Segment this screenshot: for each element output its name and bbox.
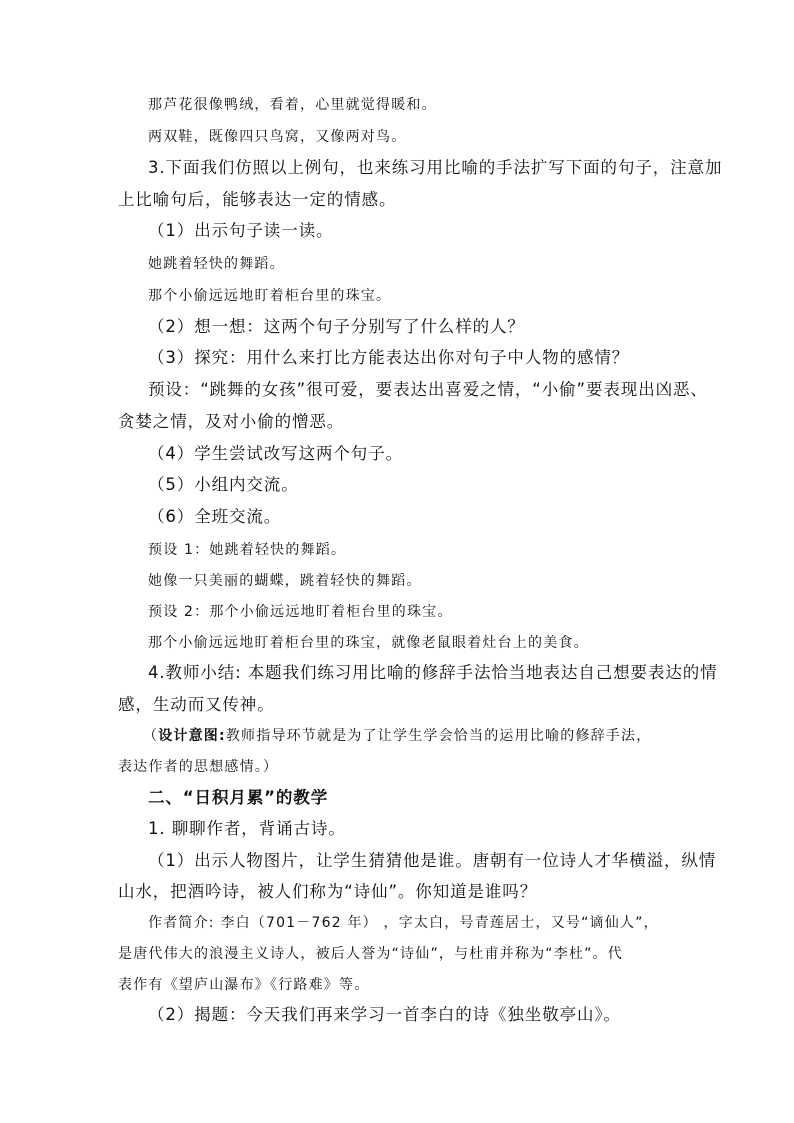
author-substep-1: （1）出示人物图片，让学生猜猜他是谁。唐朝有一位诗人才华横溢，纵情 — [148, 851, 717, 870]
sentence-thief: 那个小偷远远地盯着柜台里的珠宝。 — [148, 288, 392, 304]
sentence-dancer: 她跳着轻快的舞蹈。 — [148, 256, 285, 272]
design-intent-label: 设计意图: — [158, 728, 226, 744]
design-intent-cont: 表达作者的思想感情。） — [118, 759, 279, 775]
substep-1: （1）出示句子读一读。 — [148, 221, 334, 240]
author-intro-cont-2: 表作有《望庐山瀑布》《行路难》等。 — [118, 977, 370, 993]
step-3-instruction-cont: 上比喻句后，能够表达一定的情感。 — [118, 190, 397, 209]
substep-3: （3）探究：用什么来打比方能表达出你对句子中人物的感情？ — [148, 348, 630, 367]
step-4-summary-cont: 感，生动而又传神。 — [118, 695, 275, 714]
design-intent-text: 教师指导环节就是为了让学生学会恰当的运用比喻的修辞手法， — [225, 728, 652, 744]
example-sentence-reed-flower: 那芦花很像鸭绒，看着，心里就觉得暖和。 — [148, 97, 437, 113]
step-1-author: 1. 聊聊作者，背诵古诗。 — [148, 819, 346, 838]
substep-2: （2）想一想：这两个句子分别写了什么样的人？ — [148, 317, 525, 336]
section-2-heading: 二、“日积月累”的教学 — [148, 788, 329, 807]
step-3-instruction: 3.下面我们仿照以上例句，也来练习用比喻的手法扩写下面的句子，注意加 — [148, 158, 723, 177]
preset-analysis: 预设：“跳舞的女孩”很可爱，要表达出喜爱之情，“小偷”要表现出凶恶、 — [148, 380, 708, 399]
substep-5: （5）小组内交流。 — [148, 475, 299, 494]
author-intro-cont-1: 是唐代伟大的浪漫主义诗人，被后人誉为“诗仙”，与杜甫并称为“李杜”。代 — [118, 946, 624, 962]
preset-analysis-cont: 贪婪之情，及对小偷的憎恶。 — [118, 412, 345, 431]
step-4-summary: 4.教师小结: 本题我们练习用比喻的修辞手法恰当地表达自己想要表达的情 — [148, 663, 718, 682]
substep-6: （6）全班交流。 — [148, 507, 282, 526]
substep-4: （4）学生尝试改写这两个句子。 — [148, 444, 403, 463]
author-substep-1-cont: 山水，把酒吟诗，被人们称为“诗仙”。你知道是谁吗？ — [118, 882, 538, 901]
preset-1: 预设 1：她跳着轻快的舞蹈。 — [148, 542, 347, 558]
preset-2: 预设 2：那个小偷远远地盯着柜台里的珠宝。 — [148, 604, 453, 620]
design-intent-open-paren: （ — [143, 728, 159, 744]
preset-2-answer: 那个小偷远远地盯着柜台里的珠宝，就像老鼠眼着灶台上的美食。 — [148, 635, 589, 651]
preset-1-answer: 她像一只美丽的蝴蝶，跳着轻快的舞蹈。 — [148, 573, 422, 589]
example-sentence-shoes: 两双鞋，既像四只鸟窝，又像两对鸟。 — [148, 129, 407, 145]
design-intent — [143, 726, 651, 746]
author-intro: 作者简介: 李白（701－762 年） ，字太白，号青莲居士，又号“谪仙人”， — [148, 915, 659, 931]
author-substep-2: （2）揭题：今天我们再来学习一首李白的诗《独坐敬亭山》。 — [148, 1005, 621, 1024]
